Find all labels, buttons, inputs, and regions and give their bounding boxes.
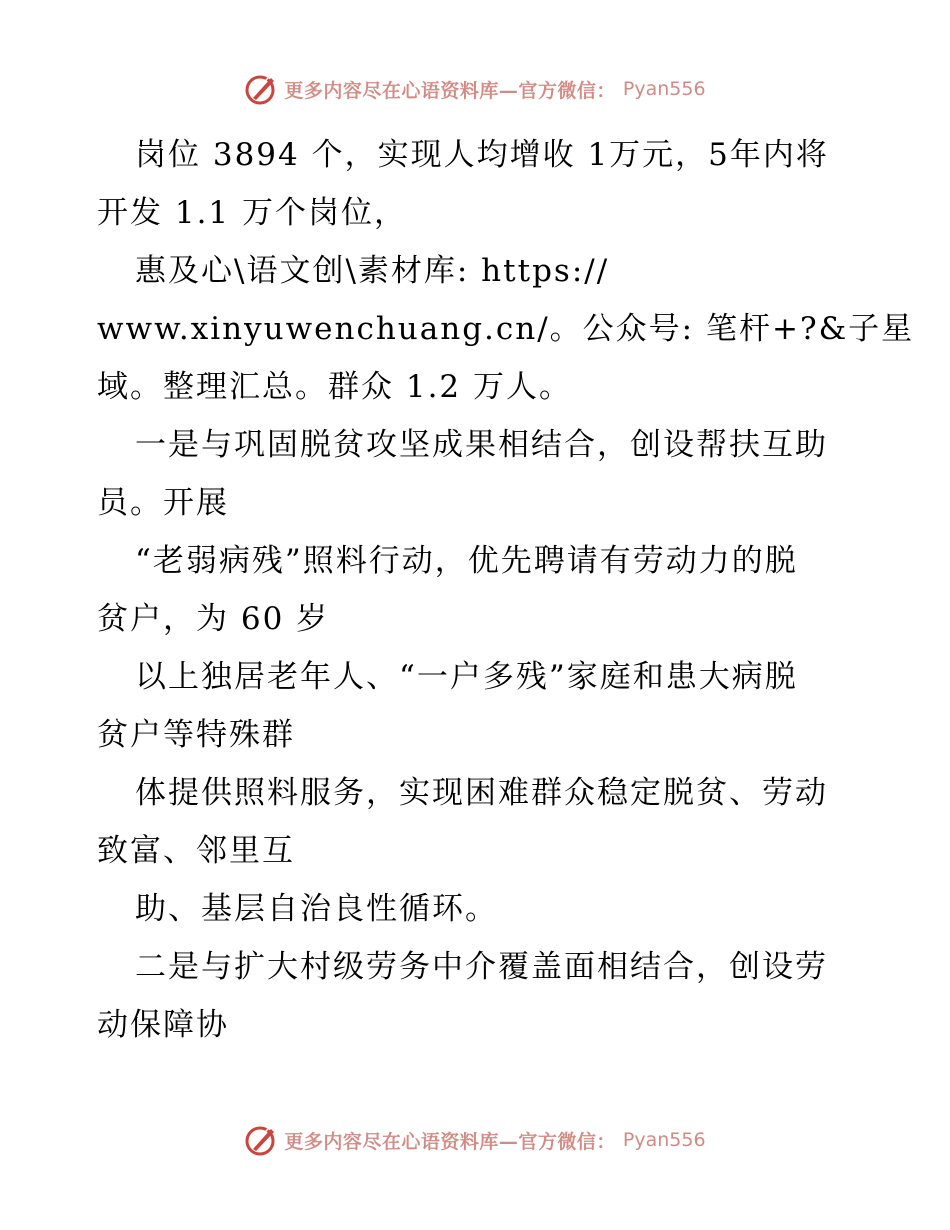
watermark-text: 更多内容尽在心语资料库—官方微信： [284,1130,616,1153]
watermark-wechat-id: Pyan556 [622,78,706,100]
header-watermark [0,72,950,106]
text-line: 一是与巩固脱贫攻坚成果相结合，创设帮扶互助 [135,427,828,463]
text-line: 体提供照料服务，实现困难群众稳定脱贫、劳动 [135,775,828,811]
footer-watermark [0,1123,950,1157]
watermark-wechat-id: Pyan556 [622,1129,706,1151]
text-line: 开发 1.1 万个岗位， [97,195,408,231]
text-line: 贫户等特殊群 [97,717,295,753]
text-line: 以上独居老年人、“一户多残”家庭和患大病脱 [135,659,798,695]
quill-logo-icon [244,1123,278,1157]
text-line: 岗位 3894 个，实现人均增收 1万元，5年内将 [135,137,829,173]
text-line: 助、基层自治良性循环。 [135,891,498,927]
text-line: 动保障协 [97,1007,229,1043]
text-line: 贫户，为 60 岁 [97,601,330,637]
text-line: 二是与扩大村级劳务中介覆盖面相结合，创设劳 [135,949,828,985]
text-line: 致富、邻里互 [97,833,295,869]
body-text [97,126,915,1054]
text-line: 域。整理汇总。群众 1.2 万人。 [97,369,573,405]
watermark-text: 更多内容尽在心语资料库—官方微信： [284,79,616,102]
text-line: 惠及心\语文创\素材库: https:// [135,253,610,289]
text-line: 员。开展 [97,485,229,521]
text-line: www.xinyuwenchuang.cn/。公众号: 笔杆+?&子星 [97,311,915,347]
text-line: “老弱病残”照料行动，优先聘请有劳动力的脱 [135,543,798,579]
quill-logo-icon [244,72,278,106]
